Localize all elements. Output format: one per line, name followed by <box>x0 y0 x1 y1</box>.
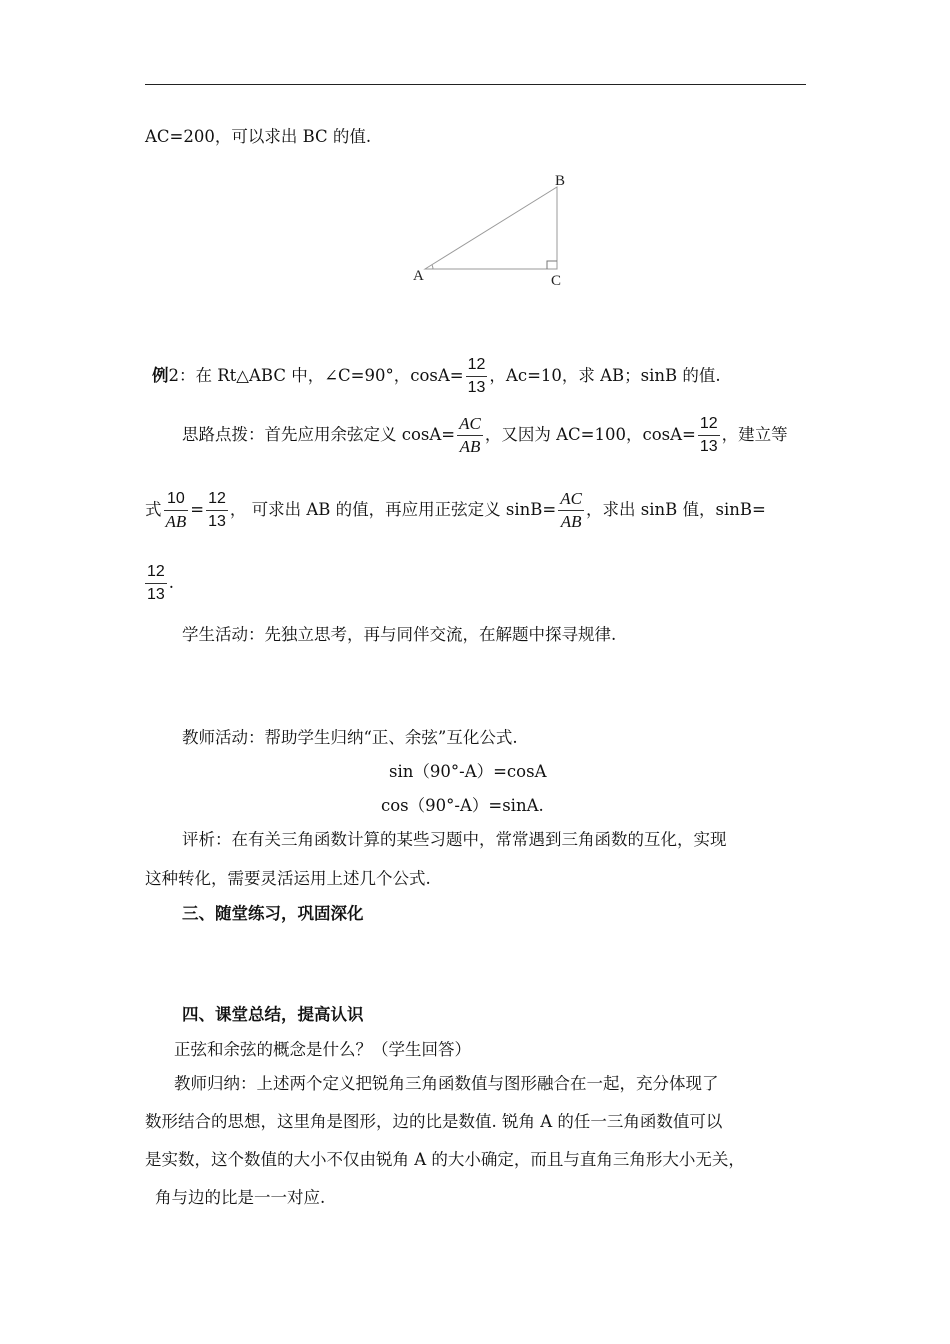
example-label: 例 <box>152 366 169 385</box>
fraction-10-ab <box>164 490 189 531</box>
fraction-ac-ab <box>457 415 483 456</box>
student-activity: 学生活动：先独立思考，再与同伴交流，在解题中探寻规律. <box>182 625 617 644</box>
formula-sin: sin（90°-A）=cosA <box>389 762 547 781</box>
section-3-heading: 三、随堂练习，巩固深化 <box>182 904 364 923</box>
equation-line <box>145 490 766 531</box>
fraction-numerator: 12 <box>147 563 165 580</box>
triangle-abc <box>425 187 557 269</box>
fraction-12-13 <box>145 563 167 604</box>
fraction-numerator: AC <box>560 489 582 508</box>
fraction-denominator: 13 <box>698 435 720 456</box>
right-triangle-figure <box>405 165 585 295</box>
summary-line-3: 是实数，这个数值的大小不仅由锐角 A 的大小确定，而且与直角三角形大小无关， <box>145 1150 745 1169</box>
equation-text-1: 式 <box>145 500 162 519</box>
fraction-ac-ab <box>558 490 584 531</box>
comment-line-1: 评析：在有关三角函数计算的某些习题中，常常遇到三角函数的互化，实现 <box>182 830 727 849</box>
fraction-numerator: 10 <box>166 490 185 507</box>
fraction-denominator: 13 <box>466 376 488 397</box>
summary-line-4: 角与边的比是一一对应. <box>155 1188 326 1207</box>
vertex-label-c: C <box>551 273 562 289</box>
fraction-denominator: 13 <box>206 510 228 531</box>
fraction-numerator: 12 <box>208 490 226 507</box>
fraction-12-13 <box>466 356 488 397</box>
equation-text-2: ， 可求出 AB 的值，再应用正弦定义 sinB= <box>229 500 557 519</box>
fraction-numerator: 12 <box>699 415 718 432</box>
fraction-numerator: 12 <box>467 356 486 373</box>
hint-text-2: ，又因为 AC=100，cosA= <box>484 425 696 444</box>
fraction-denominator: AB <box>558 510 584 531</box>
section-4-heading: 四、课堂总结，提高认识 <box>182 1005 364 1024</box>
result-period: . <box>168 573 175 592</box>
result-line <box>143 563 174 604</box>
question-line: 正弦和余弦的概念是什么？（学生回答） <box>174 1040 471 1059</box>
header-rule <box>145 84 806 85</box>
fraction-12-13 <box>206 490 228 531</box>
right-angle-mark <box>547 261 557 269</box>
fraction-denominator: AB <box>457 435 483 456</box>
vertex-label-b: B <box>555 173 566 189</box>
text-line-ac: AC=200，可以求出 BC 的值. <box>145 127 372 146</box>
equals-sign: = <box>190 500 205 519</box>
angle-a-arc <box>432 265 433 269</box>
fraction-denominator: AB <box>165 512 187 531</box>
comment-line-2: 这种转化，需要灵活运用上述几个公式. <box>145 869 431 888</box>
fraction-12-13 <box>698 415 720 456</box>
teacher-activity: 教师活动：帮助学生归纳“正、余弦”互化公式. <box>182 728 518 747</box>
equation-text-3: ，求出 sinB 值，sinB= <box>585 500 766 519</box>
fraction-denominator: 13 <box>145 583 167 604</box>
vertex-label-a: A <box>413 268 424 284</box>
hint-text-3: ，建立等 <box>721 425 788 444</box>
formula-cos: cos（90°-A）=sinA. <box>381 796 544 815</box>
fraction-numerator: AC <box>459 414 481 433</box>
example-2-line <box>152 356 721 397</box>
hint-text-1: 思路点拨：首先应用余弦定义 cosA= <box>182 425 456 444</box>
hint-line <box>182 415 788 456</box>
example-2-text-1: 2：在 Rt△ABC 中，∠C=90°，cosA= <box>168 366 464 385</box>
summary-line-2: 数形结合的思想，这里角是图形，边的比是数值. 锐角 A 的任一三角函数值可以 <box>145 1112 723 1131</box>
example-2-text-2: ，Ac=10，求 AB；sinB 的值. <box>489 366 721 385</box>
summary-line-1: 教师归纳：上述两个定义把锐角三角函数值与图形融合在一起，充分体现了 <box>174 1074 719 1093</box>
